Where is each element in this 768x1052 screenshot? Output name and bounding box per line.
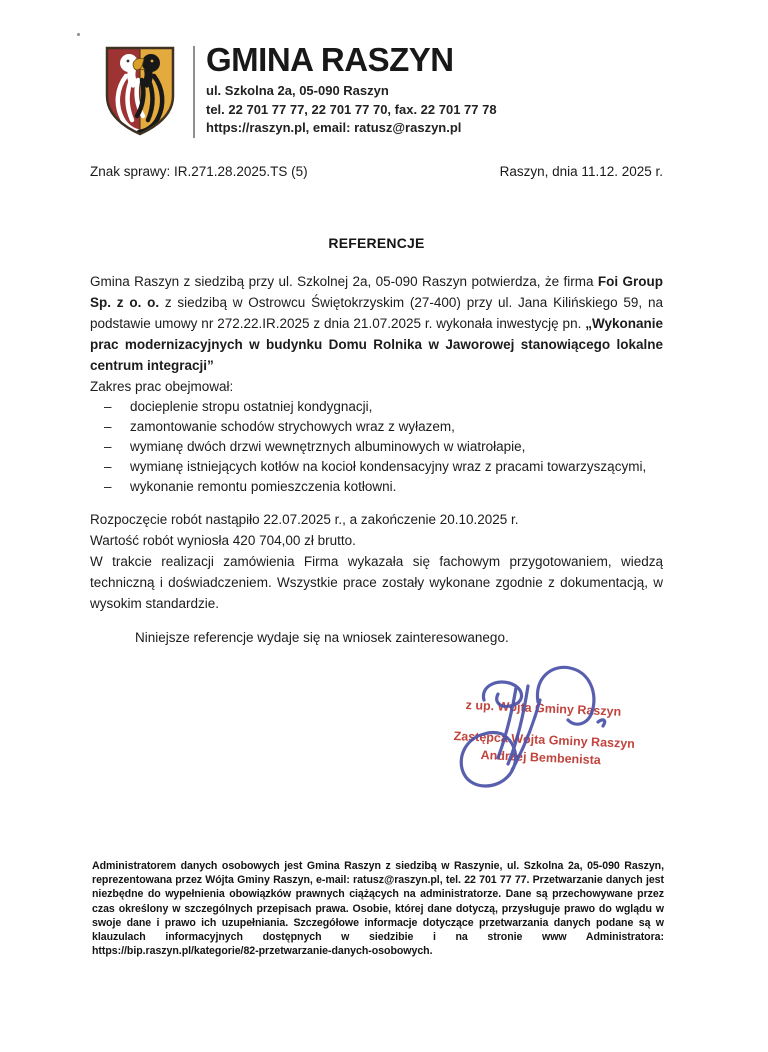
intro-text-2: z siedzibą w Ostrowcu Świętokrzyskim (27-400) przy ul. Jana Kilińskiego 59, na podstawie umowy nr 272.22.IR.2025 z dnia 21.07.2025 r. wykonała inwestycję pn.	[90, 295, 663, 331]
dates-value-paragraph	[90, 509, 663, 614]
list-item	[90, 457, 663, 477]
list-item	[90, 397, 663, 417]
handwritten-signature-icon	[450, 660, 620, 795]
org-web-email: https://raszyn.pl, email: ratusz@raszyn.pl	[206, 120, 462, 135]
scope-heading: Zakres prac obejmował:	[90, 379, 234, 394]
dash-bullet: –	[104, 479, 112, 494]
company-name: Foi Group Sp. z o. o.	[90, 274, 663, 310]
list-item-text: wymianę istniejących kotłów na kocioł kondensacyjny wraz z pracami towarzyszącymi,	[130, 459, 647, 474]
works-dates-line: Rozpoczęcie robót nastąpiło 22.07.2025 r., a zakończenie 20.10.2025 r.	[90, 512, 519, 527]
intro-paragraph	[90, 271, 663, 376]
dash-bullet: –	[104, 459, 112, 474]
quality-paragraph: W trakcie realizacji zamówienia Firma wykazała się fachowym przygotowaniem, wiedzą techniczną i doświadczeniem. Wszystkie prace zostały wykonane zgodnie z dokumentacją, w wysokim standardzie.	[90, 554, 663, 611]
works-value-line: Wartość robót wyniosła 420 704,00 zł brutto.	[90, 533, 356, 548]
dash-bullet: –	[104, 439, 112, 454]
signature-ink-strokes	[461, 667, 604, 786]
gdpr-footer: Administratorem danych osobowych jest Gmina Raszyn z siedzibą w Raszynie, ul. Szkolna 2a, 05-090 Raszyn, reprezentowana przez Wójta Gminy Raszyn, e-mail: ratusz@raszyn.pl, tel. 22 701 77 77. Przetwarzanie danych jest niezbędne do wypełnienia obowiązków prawnych ciążących na administratorze. Dane są przechowywane przez czas określony w szczególnych przepisach prawa. Osobie, której dane dotyczą, przysługuje prawo do wglądu w swoje dane i prawo ich uzupełniania. Szczegółowe informacje dotyczące przetwarzania danych podane są w klauzulach informacyjnych dostępnych w siedzibie i na stronie www Administratora: https://bip.raszyn.pl/kategorie/82-przetwarzanie-danych-osobowych.	[92, 860, 664, 958]
dash-bullet: –	[104, 419, 112, 434]
list-item-text: wykonanie remontu pomieszczenia kotłowni.	[130, 479, 397, 494]
scan-speck-artifact	[77, 33, 80, 36]
dash-bullet: –	[104, 399, 112, 414]
stamp-signer-name: Andrzej Bembenista	[480, 748, 602, 768]
investment-title: „Wykonanie prac modernizacyjnych w budynku Domu Rolnika w Jaworowej stanowiącego lokalne centrum integracji”	[90, 316, 663, 373]
case-number: Znak sprawy: IR.271.28.2025.TS (5)	[90, 164, 308, 179]
signature-block	[448, 658, 673, 798]
coat-of-arms-svg	[101, 44, 179, 138]
list-item-text: wymianę dwóch drzwi wewnętrznych albuminowych w wiatrołapie,	[130, 439, 526, 454]
list-item	[90, 437, 663, 457]
scope-list	[90, 397, 663, 497]
list-item	[90, 477, 663, 497]
letterhead	[206, 43, 686, 138]
stamp-authorization-line: z up. Wójta Gminy Raszyn	[465, 698, 622, 719]
meta-row	[90, 164, 663, 179]
list-item	[90, 417, 663, 437]
closing-line: Niniejsze referencje wydaje się na wniosek zainteresowanego.	[135, 630, 509, 645]
org-name: GMINA RASZYN	[206, 41, 454, 78]
org-phones: tel. 22 701 77 77, 22 701 77 70, fax. 22 701 77 78	[206, 101, 497, 117]
document-title: REFERENCJE	[328, 235, 425, 251]
org-address: ul. Szkolna 2a, 05-090 Raszyn	[206, 83, 389, 98]
list-item-text: docieplenie stropu ostatniej kondygnacji,	[130, 399, 373, 414]
stamp-title-line: Zastępca Wójta Gminy Raszyn	[453, 729, 636, 751]
list-item-text: zamontowanie schodów strychowych wraz z wyłazem,	[130, 419, 455, 434]
letter-body	[90, 271, 663, 648]
place-and-date: Raszyn, dnia 11.12. 2025 r.	[499, 164, 663, 179]
intro-text-1: Gmina Raszyn z siedzibą przy ul. Szkolnej 2a, 05-090 Raszyn potwierdza, że firma	[90, 274, 598, 289]
raszyn-coat-of-arms	[101, 44, 179, 138]
letterhead-divider	[193, 46, 195, 138]
